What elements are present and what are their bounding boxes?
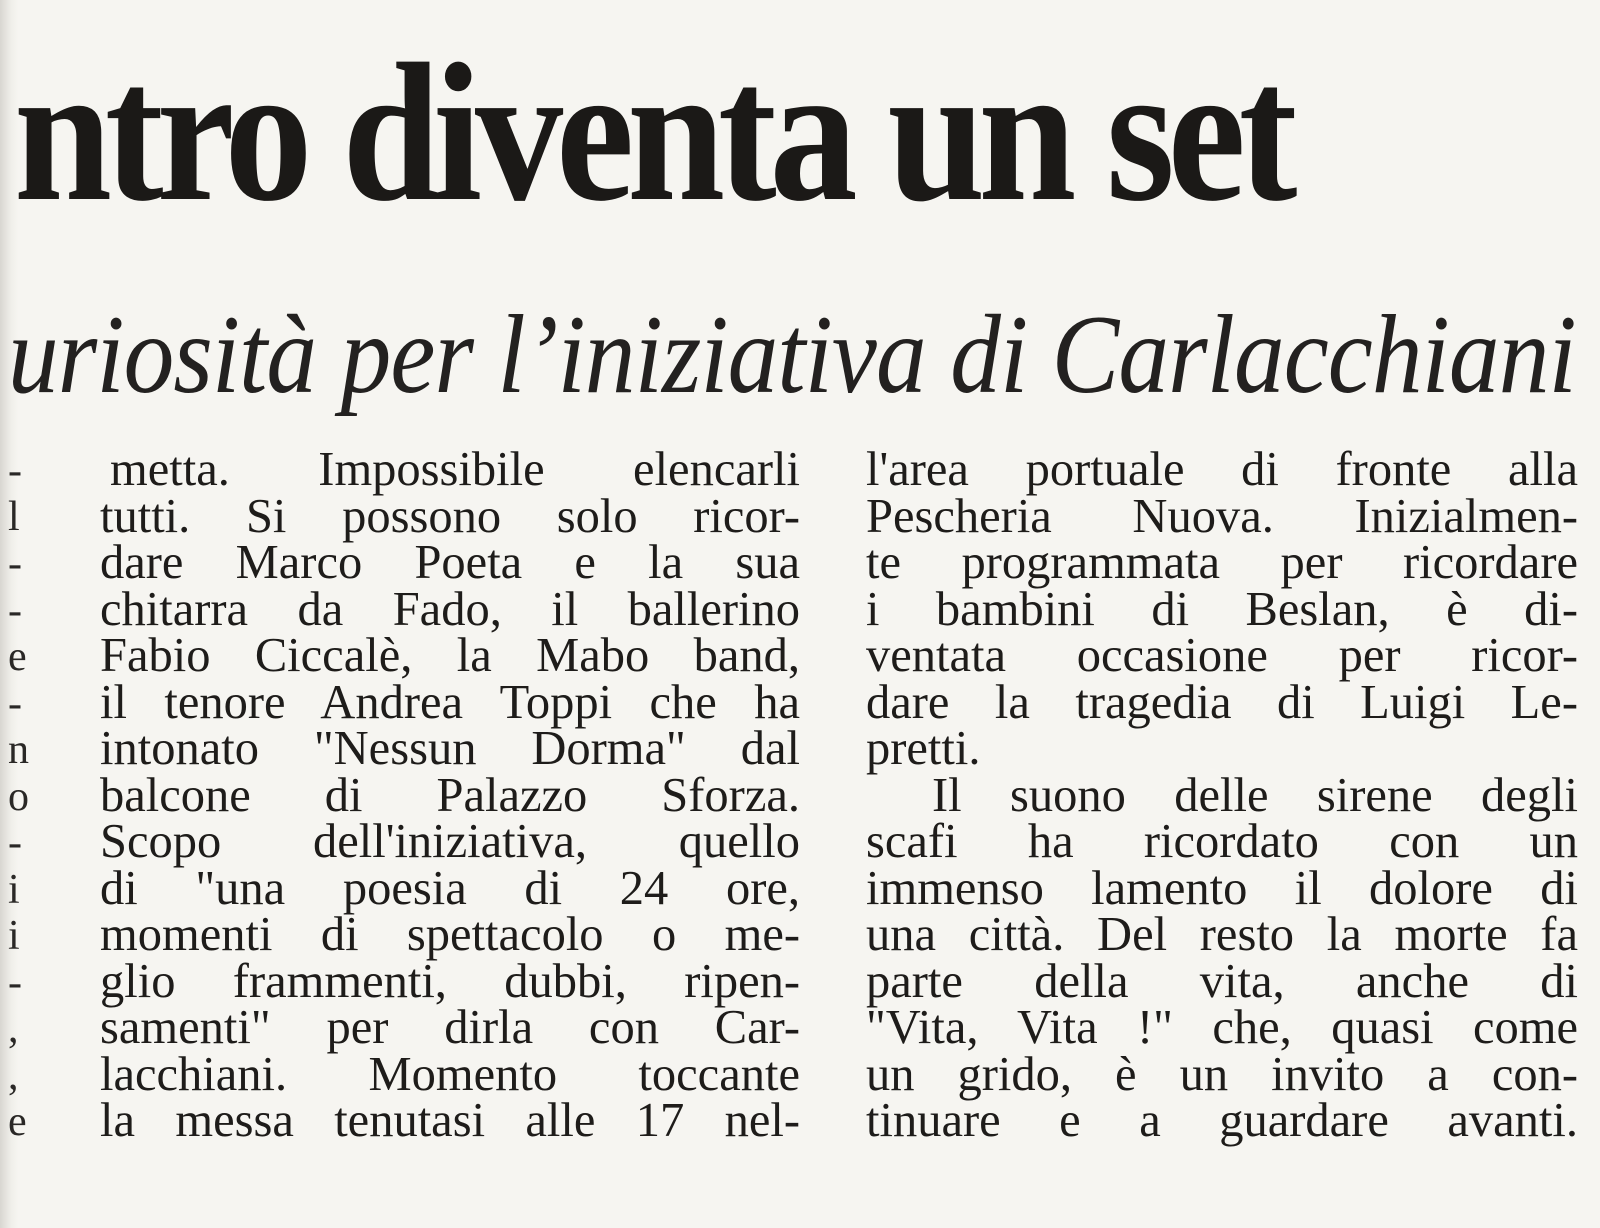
text-line: intonato "Nessun Dorma" dal	[100, 722, 800, 775]
gutter-mark: -	[8, 820, 22, 866]
gutter-mark: ,	[8, 1006, 19, 1052]
gutter-mark: e	[8, 634, 27, 680]
text-line: il tenore Andrea Toppi che ha	[100, 675, 800, 729]
text-line: lacchiani. Momento toccante	[100, 1047, 800, 1101]
text-line: samenti" per dirla con Car-	[100, 1001, 800, 1054]
text-line: Scopo dell'iniziativa, quello	[100, 815, 800, 868]
text-line: metta. Impossibile elencarli	[110, 443, 800, 496]
gutter-mark: l	[8, 494, 20, 540]
gutter-mark: -	[8, 448, 22, 494]
text-line: l'area portuale di fronte alla	[866, 443, 1578, 496]
text-line: immenso lamento il dolore di	[866, 861, 1578, 915]
text-line: dare Marco Poeta e la sua	[100, 536, 800, 589]
text-line: chitarra da Fado, il ballerino	[100, 582, 800, 636]
text-line: Fabio Ciccalè, la Mabo band,	[100, 629, 800, 682]
text-line: Pescheria Nuova. Inizialmen-	[866, 489, 1578, 543]
text-line: di "una poesia di 24 ore,	[100, 861, 800, 915]
gutter-mark: -	[8, 541, 22, 587]
text-line: scafi ha ricordato con un	[866, 815, 1578, 868]
article-column-right	[866, 443, 1578, 1147]
gutter-mark: -	[8, 681, 22, 727]
text-line: glio frammenti, dubbi, ripen-	[100, 954, 800, 1008]
text-line: ventata occasione per ricor-	[866, 629, 1578, 682]
gutter-mark: o	[8, 774, 29, 820]
gutter-mark: n	[8, 727, 29, 773]
text-line: la messa tenutasi alle 17 nel-	[100, 1094, 800, 1147]
text-line: tutti. Si possono solo ricor-	[100, 489, 800, 543]
text-line: i bambini di Beslan, è di-	[866, 582, 1578, 636]
text-line: un grido, è un invito a con-	[866, 1047, 1578, 1101]
gutter-mark: -	[8, 960, 22, 1006]
gutter-mark: -	[8, 588, 22, 634]
text-line: te programmata per ricordare	[866, 536, 1578, 589]
text-line: una città. Del resto la morte fa	[866, 908, 1578, 961]
text-line: momenti di spettacolo o me-	[100, 908, 800, 961]
article-column-left	[100, 443, 800, 1147]
subheadline: uriosità per l’iniziativa di Carlacchiani	[8, 293, 1576, 417]
text-line: "Vita, Vita !" che, quasi come	[866, 1001, 1578, 1054]
headline: ntro diventa un set	[14, 23, 1291, 242]
text-line: parte della vita, anche di	[866, 954, 1578, 1008]
text-line: dare la tragedia di Luigi Le-	[866, 675, 1578, 729]
gutter-mark: ,	[8, 1053, 19, 1099]
text-line: tinuare e a guardare avanti.	[866, 1094, 1578, 1147]
text-line: pretti.	[866, 722, 981, 775]
gutter-mark: i	[8, 913, 20, 959]
paragraph-start-line: Il suono delle sirene degli	[932, 768, 1578, 822]
gutter-mark: i	[8, 867, 20, 913]
gutter-mark: e	[8, 1099, 27, 1145]
text-line: balcone di Palazzo Sforza.	[100, 768, 800, 822]
